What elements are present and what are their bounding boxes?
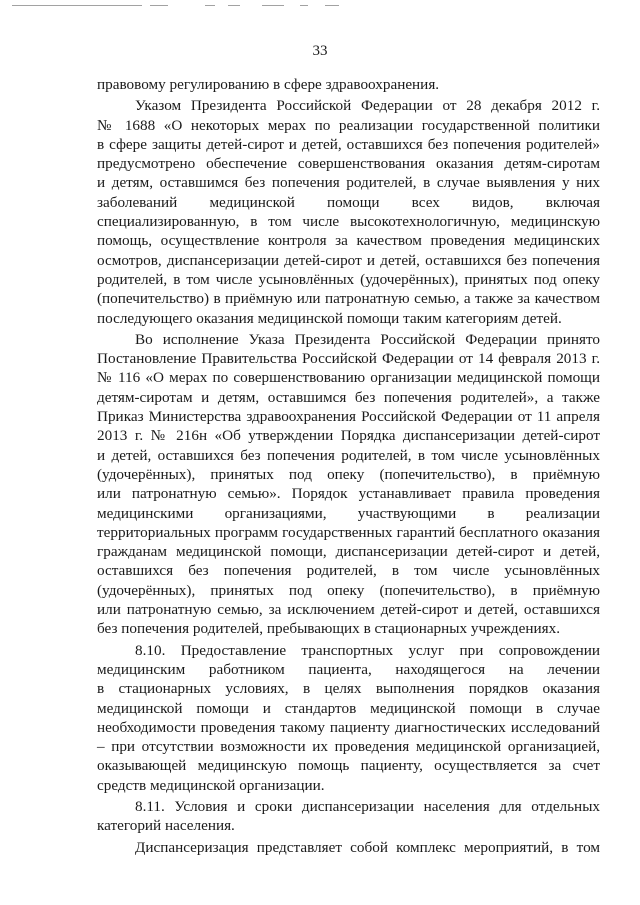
- text-line: оказывающей медицинскую помощь пациенту, осуществляется за счет: [97, 757, 600, 775]
- text-line: средств медицинской организации.: [97, 776, 325, 794]
- scan-artifact-top: [0, 0, 640, 10]
- text-line: и детей, оставшихся без попечения родителей, в том числе усыновлённых: [97, 446, 600, 464]
- text-line: правовому регулированию в сфере здравоохранения.: [97, 76, 440, 93]
- page-number: 33: [312, 43, 328, 59]
- text-line: (удочерённых), принятых под опеку (попечительство), в приёмную: [97, 581, 600, 599]
- text-line: или патронатную семью, за исключением детей-сирот и детей, оставшихся: [97, 601, 600, 619]
- paragraph: [97, 838, 600, 857]
- text-line: медицинскими организациями, участвующими в реализации: [97, 504, 600, 522]
- text-line: оставшихся без попечения родителей, в том числе усыновлённых: [97, 562, 600, 580]
- text-line: помощь, осуществление контроля за качеством проведения медицинских: [97, 232, 600, 250]
- text-line: в стационарных условиях, в целях выполнения порядков оказания: [97, 680, 600, 698]
- text-line: детям-сиротам и детям, оставшимся без попечения родителей», а также: [97, 388, 600, 406]
- text-line: без попечения родителей, пребывающих в стационарных учреждениях.: [97, 620, 561, 638]
- text-line: Указом Президента Российской Федерации от 28 декабря 2012 г.: [135, 97, 600, 115]
- text-line: Приказ Министерства здравоохранения Российской Федерации от 11 апреля: [97, 408, 600, 426]
- text-line: № 116 «О мерах по совершенствованию организации медицинской помощи: [97, 369, 600, 387]
- text-line: медицинской помощи и стандартов медицинской помощи в случае: [97, 699, 600, 717]
- text-line: в сфере защиты детей-сирот и детей, оставшихся без попечения родителей»: [97, 135, 600, 153]
- text-line: Диспансеризация представляет собой комплекс мероприятий, в том: [135, 838, 600, 856]
- text-line: (удочерённых), принятых под опеку (попечительство), в приёмную: [97, 465, 600, 483]
- text-line: заболеваний медицинской помощи всех видов, включая: [97, 193, 600, 211]
- text-line: 2013 г. № 216н «Об утверждении Порядка диспансеризации детей-сирот: [97, 427, 600, 445]
- text-line: Постановление Правительства Российской Федерации от 14 февраля 2013 г.: [97, 350, 600, 368]
- text-line: 8.10. Предоставление транспортных услуг при сопровождении: [135, 641, 600, 659]
- text-line: гражданам медицинской помощи, диспансеризации детей-сирот и детей,: [97, 543, 600, 561]
- paragraph: [97, 797, 600, 836]
- paragraph: [97, 330, 600, 639]
- scan-line: [150, 5, 168, 6]
- scan-line: [205, 5, 215, 6]
- scan-line: [262, 5, 284, 6]
- paragraph: [97, 75, 600, 94]
- document-body: [97, 75, 600, 857]
- text-line: предусмотрено обеспечение совершенствования оказания детям-сиротам: [97, 155, 600, 173]
- text-line: или патронатную семью». Порядок устанавливает правила проведения: [97, 485, 600, 503]
- text-line: – при отсутствии возможности их проведения медицинской организацией,: [97, 738, 600, 756]
- scan-line: [228, 5, 240, 6]
- scan-line: [12, 5, 142, 6]
- scan-line: [300, 5, 308, 6]
- text-line: (попечительство) в приёмную или патронатную семью, а также за качеством: [97, 290, 600, 308]
- text-line: Во исполнение Указа Президента Российской Федерации принято: [135, 330, 600, 348]
- text-line: медицинским работником пациента, находящегося на лечении: [97, 660, 600, 678]
- text-line: последующего оказания медицинской помощи таким категориям детей.: [97, 309, 562, 327]
- text-line: № 1688 «О некоторых мерах по реализации государственной политики: [97, 116, 600, 134]
- scan-line: [325, 5, 339, 6]
- text-line: необходимости проведения такому пациенту диагностических исследований: [97, 718, 600, 736]
- text-line: специализированную, в том числе высокотехнологичную, медицинскую: [97, 213, 600, 231]
- text-line: осмотров, диспансеризации детей-сирот и детей, оставшихся без попечения: [97, 251, 600, 269]
- paragraph: [97, 96, 600, 328]
- text-line: родителей, в том числе усыновлённых (удочерённых), принятых под опеку: [97, 270, 600, 288]
- text-line: категорий населения.: [97, 817, 235, 835]
- text-line: территориальных программ государственных гарантий бесплатного оказания: [97, 523, 600, 541]
- text-line: 8.11. Условия и сроки диспансеризации населения для отдельных: [135, 797, 600, 815]
- paragraph: [97, 641, 600, 795]
- text-line: и детям, оставшимся без попечения родителей, в случае выявления у них: [97, 174, 600, 192]
